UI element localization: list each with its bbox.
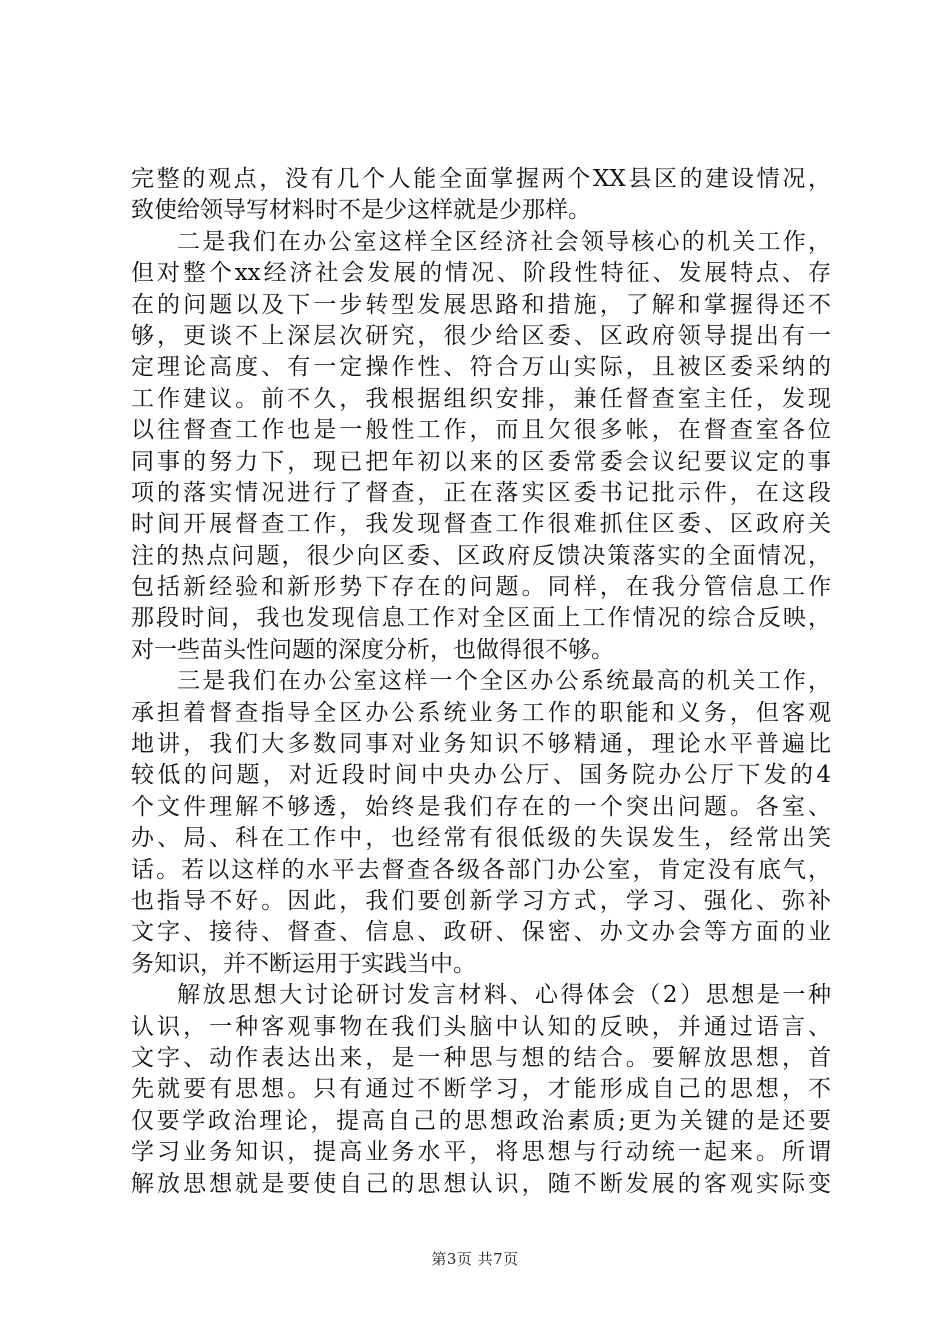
text-line: 包括新经验和新形势下存在的问题。同样，在我分管信息工作 bbox=[131, 574, 831, 601]
text-line: 解放思想就是要使自己的思想认识，随不断发展的客观实际变 bbox=[131, 1170, 831, 1197]
text-line: 文字、接待、督查、信息、政研、保密、办文办会等方面的业 bbox=[131, 919, 831, 946]
text-line: 承担着督查指导全区办公系统业务工作的职能和义务，但客观 bbox=[131, 699, 831, 726]
text-line: 学习业务知识，提高业务水平，将思想与行动统一起来。所谓 bbox=[131, 1139, 831, 1166]
text-line: 工作建议。前不久，我根据组织安排，兼任督查室主任，发现 bbox=[131, 385, 831, 412]
text-line: 项的落实情况进行了督查，正在落实区委书记批示件，在这段 bbox=[131, 479, 831, 506]
text-line: 够，更谈不上深层次研究，很少给区委、区政府领导提出有一 bbox=[131, 322, 831, 349]
text-line: 注的热点问题，很少向区委、区政府反馈决策落实的全面情况， bbox=[131, 542, 831, 569]
text-line: 务知识，并不断运用于实践当中。 bbox=[131, 950, 476, 977]
text-line: 定理论高度、有一定操作性、符合万山实际，且被区委采纳的 bbox=[131, 354, 831, 381]
text-line: 先就要有思想。只有通过不断学习，才能形成自己的思想，不 bbox=[131, 1076, 831, 1103]
text-line: 个文件理解不够透，始终是我们存在的一个突出问题。各室、 bbox=[131, 793, 831, 820]
text-line: 文字、动作表达出来，是一种思与想的结合。要解放思想，首 bbox=[131, 1044, 831, 1071]
text-line: 在的问题以及下一步转型发展思路和措施，了解和掌握得还不 bbox=[131, 291, 831, 318]
text-line: 话。若以这样的水平去督查各级各部门办公室，肯定没有底气， bbox=[131, 856, 831, 883]
text-line: 地讲，我们大多数同事对业务知识不够精通，理论水平普遍比 bbox=[131, 731, 831, 758]
text-line: 仅要学政治理论，提高自己的思想政治素质;更为关键的是还要 bbox=[131, 1107, 831, 1134]
text-line: 同事的努力下，现已把年初以来的区委常委会议纪要议定的事 bbox=[131, 448, 831, 475]
text-line: 认识，一种客观事物在我们头脑中认知的反映，并通过语言、 bbox=[131, 1013, 831, 1040]
paragraph-start-line: 三是我们在办公室这样一个全区办公系统最高的机关工作， bbox=[177, 668, 831, 695]
text-line: 较低的问题，对近段时间中央办公厅、国务院办公厅下发的4 bbox=[131, 762, 831, 789]
text-line: 时间开展督查工作，我发现督查工作很难抓住区委、区政府关 bbox=[131, 511, 831, 538]
text-line: 那段时间，我也发现信息工作对全区面上工作情况的综合反映， bbox=[131, 605, 831, 632]
text-line: 办、局、科在工作中，也经常有很低级的失误发生，经常出笑 bbox=[131, 825, 831, 852]
text-line: 但对整个xx经济社会发展的情况、阶段性特征、发展特点、存 bbox=[131, 260, 831, 287]
text-line: 致使给领导写材料时不是少这样就是少那样。 bbox=[131, 197, 591, 224]
text-line: 也指导不好。因此，我们要创新学习方式，学习、强化、弥补 bbox=[131, 887, 831, 914]
paragraph-start-line: 二是我们在办公室这样全区经济社会领导核心的机关工作， bbox=[177, 228, 831, 255]
text-line: 对一些苗头性问题的深度分析，也做得很不够。 bbox=[131, 636, 614, 663]
document-body bbox=[131, 164, 831, 1200]
paragraph-start-line: 解放思想大讨论研讨发言材料、心得体会（2）思想是一种 bbox=[177, 982, 831, 1009]
text-line: 以往督查工作也是一般性工作，而且欠很多帐，在督查室各位 bbox=[131, 417, 831, 444]
page-number-footer: 第3页 共7页 bbox=[431, 1250, 519, 1268]
text-line: 完整的观点，没有几个人能全面掌握两个XX县区的建设情况， bbox=[131, 166, 831, 192]
